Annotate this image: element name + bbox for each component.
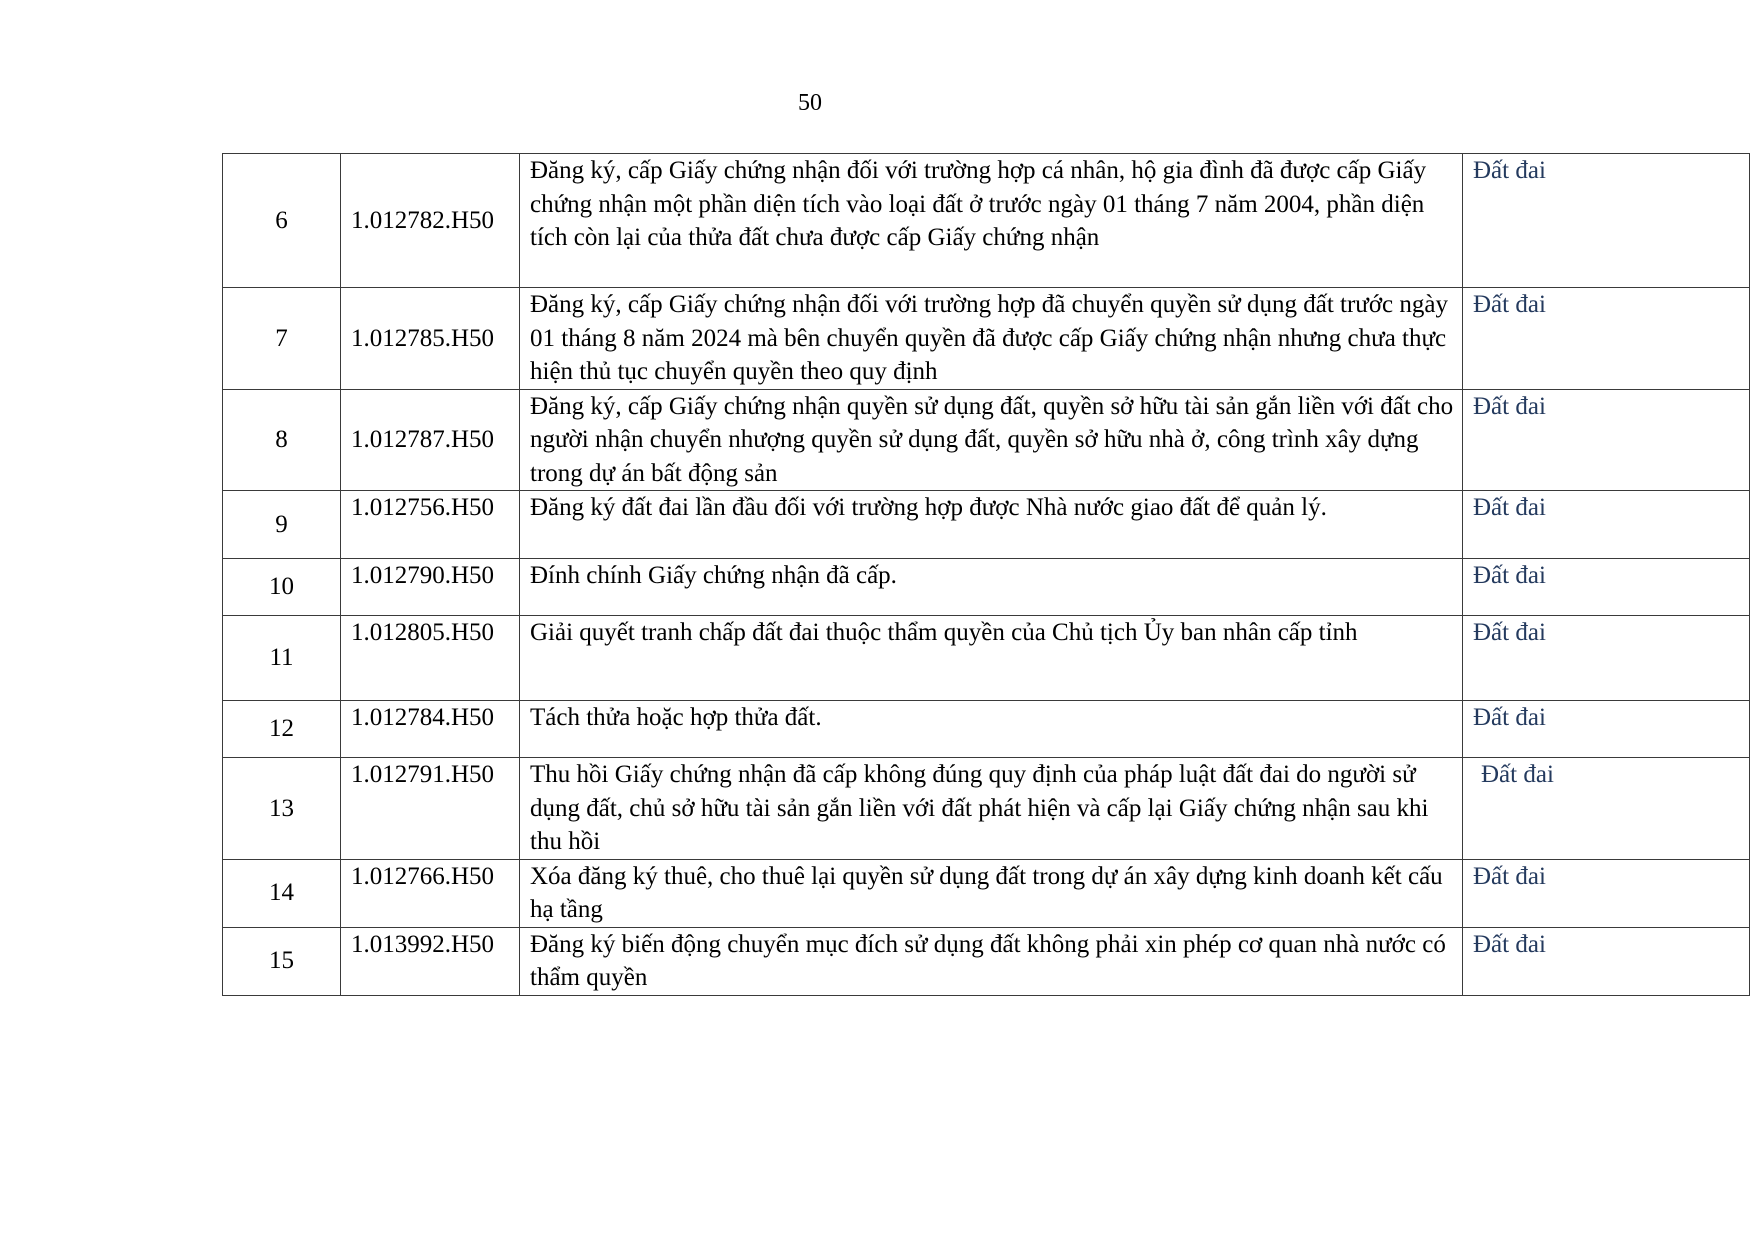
row-number: 9 bbox=[223, 491, 341, 559]
procedure-name: Tách thửa hoặc hợp thửa đất. bbox=[520, 701, 1463, 758]
table-row bbox=[223, 559, 1750, 616]
table-row bbox=[223, 288, 1750, 390]
table-row bbox=[223, 389, 1750, 491]
procedure-code: 1.012784.H50 bbox=[341, 701, 520, 758]
procedure-code: 1.012790.H50 bbox=[341, 559, 520, 616]
table-row bbox=[223, 154, 1750, 288]
procedure-name: Xóa đăng ký thuê, cho thuê lại quyền sử dụng đất trong dự án xây dựng kinh doanh kết cấu hạ tầng bbox=[520, 859, 1463, 927]
procedure-field: Đất đai bbox=[1463, 491, 1750, 559]
table-row bbox=[223, 616, 1750, 701]
row-number: 14 bbox=[223, 859, 341, 927]
procedure-code: 1.012782.H50 bbox=[341, 154, 520, 288]
row-number: 7 bbox=[223, 288, 341, 390]
procedure-field: Đất đai bbox=[1463, 859, 1750, 927]
procedure-name: Giải quyết tranh chấp đất đai thuộc thẩm quyền của Chủ tịch Ủy ban nhân cấp tỉnh bbox=[520, 616, 1463, 701]
row-number: 8 bbox=[223, 389, 341, 491]
page-number: 50 bbox=[798, 90, 822, 116]
procedure-name: Đăng ký biến động chuyển mục đích sử dụng đất không phải xin phép cơ quan nhà nước có thẩm quyền bbox=[520, 927, 1463, 995]
table-row bbox=[223, 701, 1750, 758]
procedure-name: Đăng ký, cấp Giấy chứng nhận đối với trường hợp đã chuyển quyền sử dụng đất trước ngày 01 tháng 8 năm 2024 mà bên chuyển quyền đã được cấp Giấy chứng nhận nhưng chưa thực hiện thủ tục chuyển quyền theo quy định bbox=[520, 288, 1463, 390]
table-row bbox=[223, 491, 1750, 559]
procedure-code: 1.012766.H50 bbox=[341, 859, 520, 927]
row-number: 15 bbox=[223, 927, 341, 995]
procedure-field: Đất đai bbox=[1463, 559, 1750, 616]
procedure-field: Đất đai bbox=[1463, 701, 1750, 758]
procedure-field: Đất đai bbox=[1463, 389, 1750, 491]
row-number: 12 bbox=[223, 701, 341, 758]
procedure-name: Đăng ký, cấp Giấy chứng nhận quyền sử dụng đất, quyền sở hữu tài sản gắn liền với đất cho người nhận chuyển nhượng quyền sử dụng đất, quyền sở hữu nhà ở, công trình xây dựng trong dự án bất động sản bbox=[520, 389, 1463, 491]
procedure-field: Đất đai bbox=[1463, 758, 1750, 860]
table-row bbox=[223, 859, 1750, 927]
row-number: 6 bbox=[223, 154, 341, 288]
procedure-name: Đính chính Giấy chứng nhận đã cấp. bbox=[520, 559, 1463, 616]
procedure-name: Thu hồi Giấy chứng nhận đã cấp không đúng quy định của pháp luật đất đai do người sử dụng đất, chủ sở hữu tài sản gắn liền với đất phát hiện và cấp lại Giấy chứng nhận sau khi thu hồi bbox=[520, 758, 1463, 860]
procedure-field: Đất đai bbox=[1463, 616, 1750, 701]
procedure-code: 1.012756.H50 bbox=[341, 491, 520, 559]
procedure-field: Đất đai bbox=[1463, 154, 1750, 288]
procedure-code: 1.012805.H50 bbox=[341, 616, 520, 701]
table-row bbox=[223, 758, 1750, 860]
procedure-name: Đăng ký, cấp Giấy chứng nhận đối với trường hợp cá nhân, hộ gia đình đã được cấp Giấy chứng nhận một phần diện tích vào loại đất ở trước ngày 01 tháng 7 năm 2004, phần diện tích còn lại của thửa đất chưa được cấp Giấy chứng nhận bbox=[520, 154, 1463, 288]
table-row bbox=[223, 927, 1750, 995]
procedures-table bbox=[222, 153, 1750, 996]
procedure-code: 1.012791.H50 bbox=[341, 758, 520, 860]
row-number: 11 bbox=[223, 616, 341, 701]
row-number: 13 bbox=[223, 758, 341, 860]
procedure-field: Đất đai bbox=[1463, 927, 1750, 995]
row-number: 10 bbox=[223, 559, 341, 616]
procedure-field: Đất đai bbox=[1463, 288, 1750, 390]
procedure-code: 1.012785.H50 bbox=[341, 288, 520, 390]
procedure-code: 1.012787.H50 bbox=[341, 389, 520, 491]
procedure-name: Đăng ký đất đai lần đầu đối với trường hợp được Nhà nước giao đất để quản lý. bbox=[520, 491, 1463, 559]
procedure-code: 1.013992.H50 bbox=[341, 927, 520, 995]
